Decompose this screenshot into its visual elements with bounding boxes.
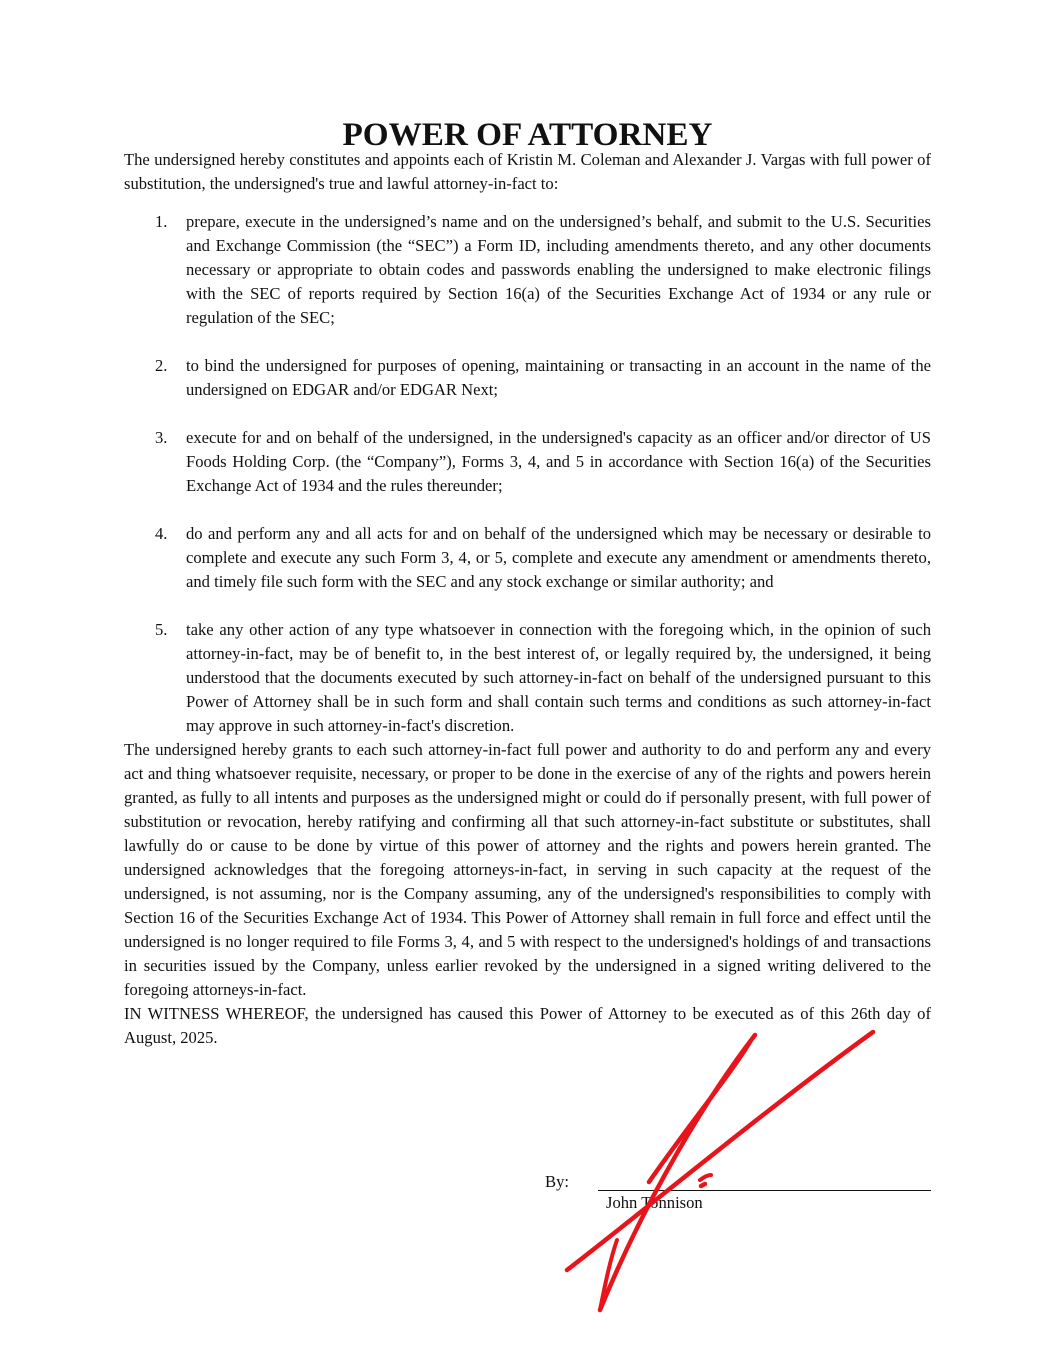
powers-list [124,210,931,738]
list-item-number: 4. [155,524,168,543]
list-item [124,522,931,594]
list-item-text: take any other action of any type whatsoever in connection with the foregoing which, in the opinion of such attorney-in-fact, may be of benefit to, in the best interest of, or legally required by, the undersigned, it being understood that the documents executed by such attorney-in-fact on behalf of the undersigned pursuant to this Power of Attorney shall be in such form and shall contain such terms and conditions as such attorney-in-fact may approve in such attorney-in-fact's discretion. [186,620,931,735]
list-item-number: 3. [155,428,168,447]
signature-stroke [600,1035,755,1310]
signer-name: John Tonnison [606,1193,703,1212]
witness-paragraph: IN WITNESS WHEREOF, the undersigned has caused this Power of Attorney to be executed as of this 26th day of August, 2025. [124,1004,931,1047]
document-page [124,116,931,1050]
handwritten-signature [555,1020,885,1320]
list-item-number: 1. [155,212,168,231]
signature-stroke [567,1032,873,1270]
list-item-number: 2. [155,356,168,375]
signature-stroke [700,1175,711,1180]
list-item-text: execute for and on behalf of the undersigned, in the undersigned's capacity as an officer and/or director of US Foods Holding Corp. (the “Company”), Forms 3, 4, and 5 in accordance with Section 16(a) of the Securities Exchange Act of 1934 and the rules thereunder; [186,428,931,495]
list-item [124,618,931,738]
signature-stroke [701,1184,705,1186]
list-item-number: 5. [155,620,168,639]
intro-paragraph: The undersigned hereby constitutes and appoints each of Kristin M. Coleman and Alexander J. Vargas with full power of substitution, the undersigned's true and lawful attorney-in-fact to: [124,150,931,193]
list-item-text: to bind the undersigned for purposes of opening, maintaining or transacting in an account in the name of the undersigned on EDGAR and/or EDGAR Next; [186,356,931,399]
list-item [124,426,931,498]
by-label: By: [545,1172,569,1191]
document-title: POWER OF ATTORNEY [342,116,713,153]
list-item-text: prepare, execute in the undersigned’s name and on the undersigned’s behalf, and submit to the U.S. Securities and Exchange Commission (the “SEC”) a Form ID, including amendments thereto, and any other documents necessary or appropriate to obtain codes and passwords enabling the undersigned to make electronic filings with the SEC of reports required by Section 16(a) of the Securities Exchange Act of 1934 or any rule or regulation of the SEC; [186,212,931,327]
list-item [124,210,931,330]
grant-paragraph: The undersigned hereby grants to each such attorney-in-fact full power and authority to do and perform any and every act and thing whatsoever requisite, necessary, or proper to be done in the exercise of any of the rights and powers herein granted, as fully to all intents and purposes as the undersigned might or could do if personally present, with full power of substitution or revocation, hereby ratifying and confirming all that such attorney-in-fact substitute or substitutes, shall lawfully do or cause to be done by virtue of this power of attorney and the rights and powers herein granted. The undersigned acknowledges that the foregoing attorneys-in-fact, in serving in such capacity at the request of the undersigned, is not assuming, nor is the Company assuming, any of the undersigned's responsibilities to comply with Section 16 of the Securities Exchange Act of 1934. This Power of Attorney shall remain in full force and effect until the undersigned is no longer required to file Forms 3, 4, and 5 with respect to the undersigned's holdings of and transactions in securities issued by the Company, unless earlier revoked by the undersigned in a signed writing delivered to the foregoing attorneys-in-fact. [124,740,931,999]
list-item-text: do and perform any and all acts for and on behalf of the undersigned which may be necessary or desirable to complete and execute any such Form 3, 4, or 5, complete and execute any amendment or amendments thereto, and timely file such form with the SEC and any stock exchange or similar authority; and [186,524,931,591]
list-item [124,354,931,402]
